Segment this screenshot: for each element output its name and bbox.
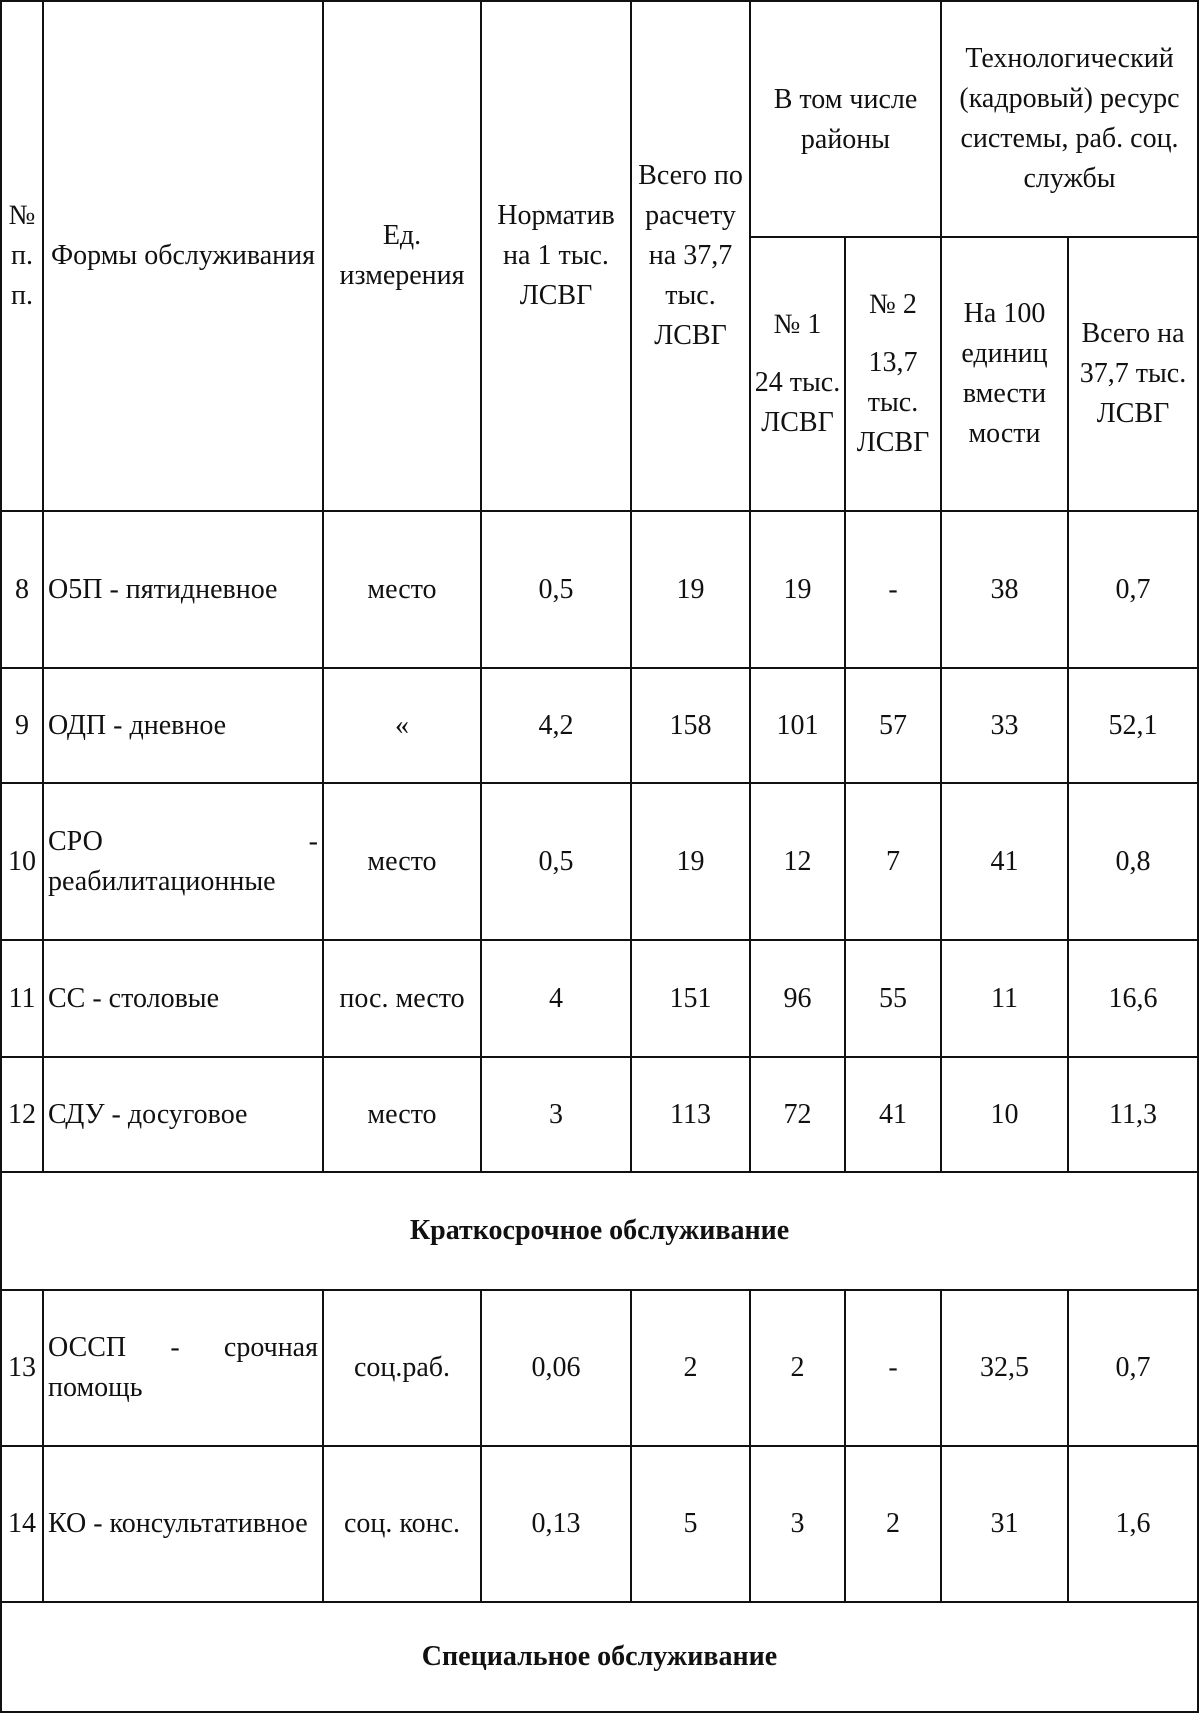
header-tech: Технологический (кадровый) ресурс системы, раб. соц. службы (941, 1, 1198, 237)
row-form: СС - столовые (43, 940, 323, 1057)
row-tech-total: 16,6 (1068, 940, 1198, 1057)
row-district-2: 57 (845, 668, 941, 783)
row-form: СРО - реабилитационные (43, 783, 323, 940)
row-form: О5П - пятидневное (43, 511, 323, 668)
row-total: 5 (631, 1446, 750, 1602)
row-per-100: 33 (941, 668, 1068, 783)
table-row (1, 1446, 1198, 1602)
row-unit: место (323, 511, 481, 668)
row-district-2: 2 (845, 1446, 941, 1602)
row-unit: место (323, 783, 481, 940)
row-norm: 3 (481, 1057, 631, 1172)
row-district-1: 2 (750, 1290, 845, 1446)
row-district-1: 19 (750, 511, 845, 668)
header-per-100: На 100 единиц вмести мости (941, 237, 1068, 511)
header-district-1 (750, 237, 845, 511)
header-district-2-num: № 2 (869, 289, 917, 320)
row-num: 14 (1, 1446, 43, 1602)
row-tech-total: 1,6 (1068, 1446, 1198, 1602)
table-row (1, 511, 1198, 668)
row-norm: 4 (481, 940, 631, 1057)
row-total: 2 (631, 1290, 750, 1446)
row-unit: пос. место (323, 940, 481, 1057)
row-norm: 4,2 (481, 668, 631, 783)
row-unit: « (323, 668, 481, 783)
header-district-1-num: № 1 (773, 309, 822, 340)
row-total: 113 (631, 1057, 750, 1172)
row-per-100: 38 (941, 511, 1068, 668)
row-unit: соц.раб. (323, 1290, 481, 1446)
row-num: 11 (1, 940, 43, 1057)
row-num: 10 (1, 783, 43, 940)
row-norm: 0,5 (481, 783, 631, 940)
header-districts-label: В том числе районы (773, 84, 918, 155)
row-total: 19 (631, 783, 750, 940)
table-row (1, 783, 1198, 940)
row-form: СДУ - досуговое (43, 1057, 323, 1172)
section-title-short-term: Краткосрочное обслуживание (1, 1172, 1198, 1290)
header-district-1-pop: 24 тыс. ЛСВГ (754, 367, 841, 438)
header-norm: Норматив на 1 тыс. ЛСВГ (481, 1, 631, 511)
row-district-2: 41 (845, 1057, 941, 1172)
row-per-100: 31 (941, 1446, 1068, 1602)
row-total: 19 (631, 511, 750, 668)
header-district-2-pop: 13,7 тыс. ЛСВГ (856, 347, 930, 458)
row-norm: 0,06 (481, 1290, 631, 1446)
row-form: ОДП - дневное (43, 668, 323, 783)
table-row (1, 668, 1198, 783)
header-tech-total: Всего на 37,7 тыс. ЛСВГ (1068, 237, 1198, 511)
row-district-2: - (845, 1290, 941, 1446)
row-form: ОССП - срочная помощь (43, 1290, 323, 1446)
row-num: 9 (1, 668, 43, 783)
row-form: КО - консультативное (43, 1446, 323, 1602)
section-row (1, 1602, 1198, 1712)
row-district-1: 101 (750, 668, 845, 783)
row-per-100: 10 (941, 1057, 1068, 1172)
row-district-1: 96 (750, 940, 845, 1057)
section-title-special: Специальное обслуживание (1, 1602, 1198, 1712)
header-unit: Ед. измерения (323, 1, 481, 511)
row-num: 13 (1, 1290, 43, 1446)
row-district-2: 7 (845, 783, 941, 940)
row-tech-total: 0,8 (1068, 783, 1198, 940)
section-row (1, 1172, 1198, 1290)
table-row (1, 940, 1198, 1057)
row-per-100: 11 (941, 940, 1068, 1057)
table-row (1, 1057, 1198, 1172)
header-districts (750, 1, 941, 237)
header-total: Всего по расчету на 37,7 тыс. ЛСВГ (631, 1, 750, 511)
row-norm: 0,5 (481, 511, 631, 668)
header-num: № п. п. (1, 1, 43, 511)
row-tech-total: 0,7 (1068, 511, 1198, 668)
row-total: 151 (631, 940, 750, 1057)
row-norm: 0,13 (481, 1446, 631, 1602)
row-district-1: 12 (750, 783, 845, 940)
row-per-100: 41 (941, 783, 1068, 940)
row-num: 8 (1, 511, 43, 668)
row-tech-total: 52,1 (1068, 668, 1198, 783)
row-tech-total: 11,3 (1068, 1057, 1198, 1172)
row-district-2: - (845, 511, 941, 668)
header-district-2 (845, 237, 941, 511)
row-unit: место (323, 1057, 481, 1172)
row-per-100: 32,5 (941, 1290, 1068, 1446)
row-district-2: 55 (845, 940, 941, 1057)
header-row-1 (1, 1, 1198, 237)
row-district-1: 72 (750, 1057, 845, 1172)
row-tech-total: 0,7 (1068, 1290, 1198, 1446)
row-total: 158 (631, 668, 750, 783)
row-num: 12 (1, 1057, 43, 1172)
row-unit: соц. конс. (323, 1446, 481, 1602)
row-district-1: 3 (750, 1446, 845, 1602)
table-row (1, 1290, 1198, 1446)
header-forms: Формы обслуживания (43, 1, 323, 511)
